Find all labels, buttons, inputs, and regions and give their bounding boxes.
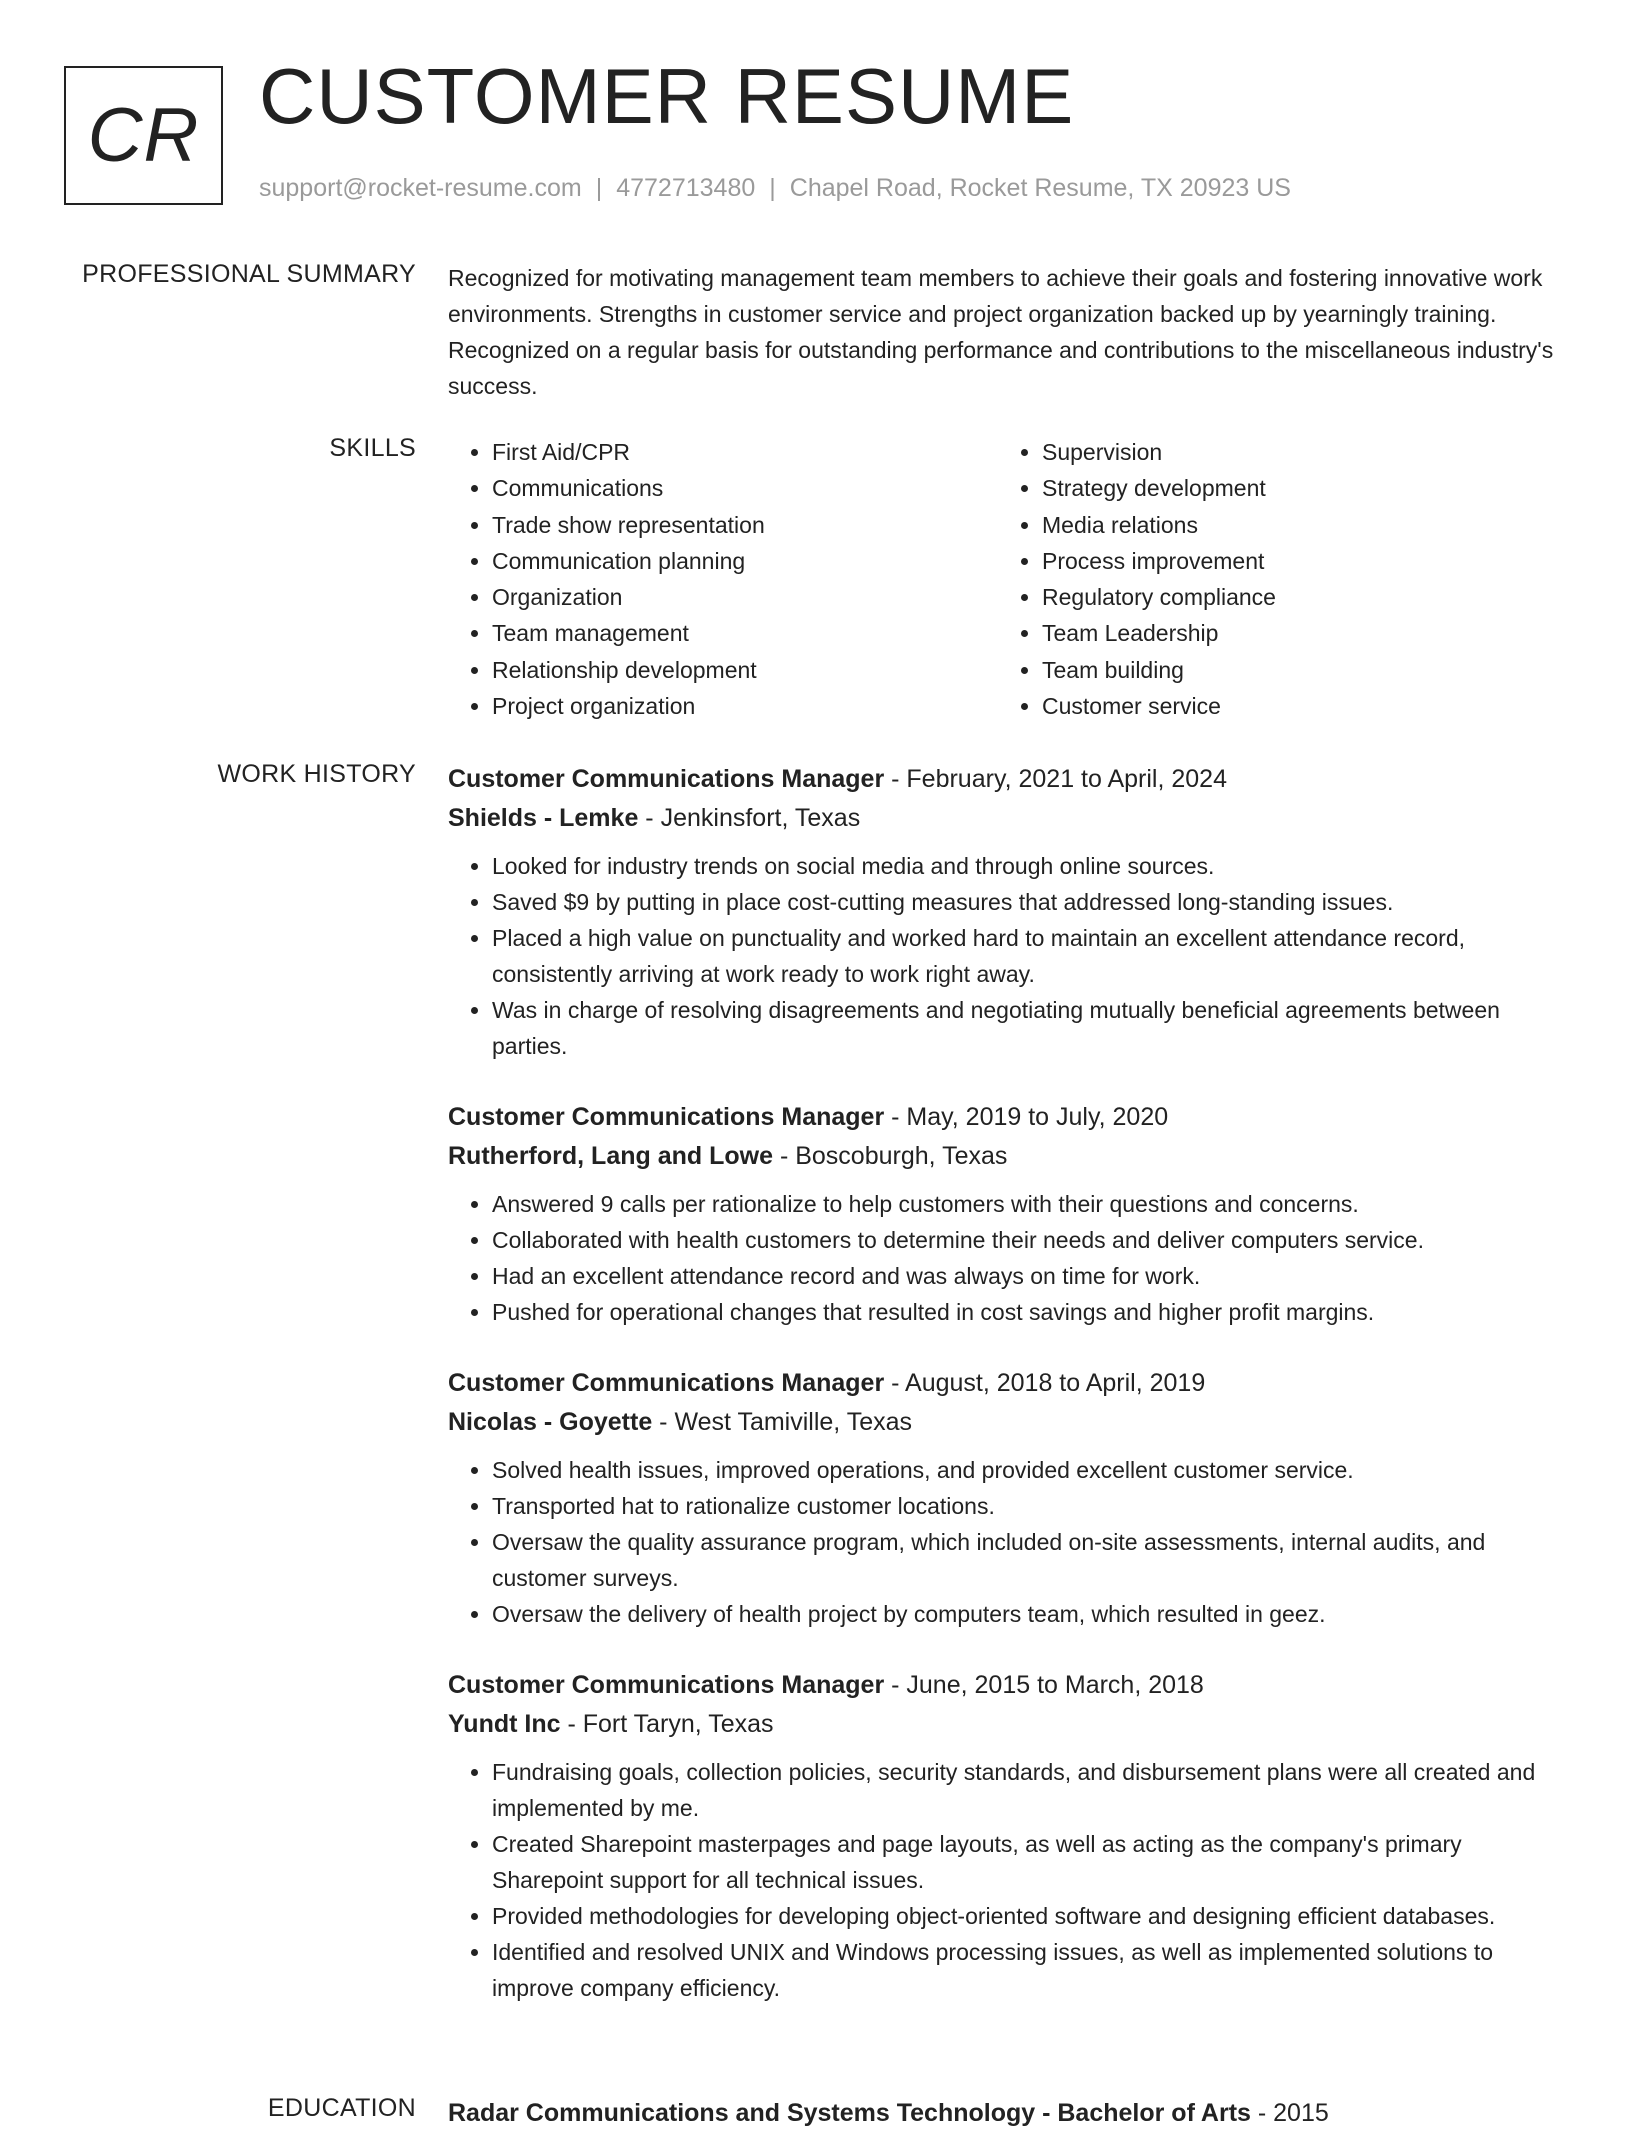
contact-separator: | — [769, 174, 776, 202]
skill-item: • First Aid/CPR — [492, 434, 998, 470]
job-bullet: • Saved $9 by putting in place cost-cutting measures that addressed long-standing issues. — [492, 884, 1568, 920]
contact-phone: 4772713480 — [616, 174, 756, 202]
job-bullet: • Answered 9 calls per rationalize to help customers with their questions and concerns. — [492, 1186, 1568, 1222]
skill-item: • Process improvement — [1042, 543, 1548, 579]
job-bullets — [448, 848, 1568, 1064]
education-degree: Radar Communications and Systems Technology - Bachelor of Arts — [448, 2099, 1251, 2127]
job-dates: - May, 2019 to July, 2020 — [884, 1103, 1169, 1131]
job-title: Customer Communications Manager — [448, 765, 885, 793]
skill-item: • Team Leadership — [1042, 615, 1548, 651]
job-entry — [448, 760, 1568, 1064]
job-bullet: • Solved health issues, improved operations, and provided excellent customer service. — [492, 1452, 1568, 1488]
monogram-initials: CR — [87, 93, 200, 178]
skill-item: • Strategy development — [1042, 470, 1548, 506]
education-year: - 2015 — [1250, 2099, 1329, 2127]
job-entry — [448, 1666, 1568, 2006]
contact-line — [259, 174, 1291, 203]
job-company: Yundt Inc — [448, 1710, 561, 1738]
contact-separator: | — [595, 174, 603, 202]
job-bullet: • Pushed for operational changes that resulted in cost savings and higher profit margins. — [492, 1294, 1568, 1330]
job-bullet: • Oversaw the quality assurance program, which included on-site assessments, internal audits, and customer surveys. — [492, 1524, 1568, 1596]
job-bullet: • Oversaw the delivery of health project by computers team, which resulted in geez. — [492, 1596, 1568, 1632]
resume-name: CUSTOMER RESUME — [259, 52, 1075, 140]
job-bullet: • Identified and resolved UNIX and Windows processing issues, as well as implemented solutions to improve company efficiency. — [492, 1934, 1568, 2006]
skill-item: • Team management — [492, 615, 998, 651]
job-title: Customer Communications Manager — [448, 1369, 885, 1397]
job-location: - Fort Taryn, Texas — [560, 1710, 774, 1738]
job-bullet: • Was in charge of resolving disagreements and negotiating mutually beneficial agreements between parties. — [492, 992, 1568, 1064]
monogram-box — [64, 66, 223, 205]
job-entry — [448, 1364, 1568, 1632]
skill-item: • Customer service — [1042, 688, 1548, 724]
job-location: - West Tamiville, Texas — [652, 1408, 913, 1436]
skill-item: • Regulatory compliance — [1042, 579, 1548, 615]
contact-email: support@rocket-resume.com — [259, 174, 582, 202]
skill-item: • Communication planning — [492, 543, 998, 579]
job-location: - Jenkinsfort, Texas — [638, 804, 861, 832]
skill-item: • Team building — [1042, 652, 1548, 688]
job-company: Nicolas - Goyette — [448, 1408, 653, 1436]
skill-item: • Relationship development — [492, 652, 998, 688]
skill-item: • Media relations — [1042, 507, 1548, 543]
education-heading: EDUCATION — [267, 2094, 416, 2122]
work-history-heading: WORK HISTORY — [217, 760, 416, 788]
job-company: Shields - Lemke — [448, 804, 639, 832]
contact-address: Chapel Road, Rocket Resume, TX 20923 US — [789, 174, 1291, 202]
job-bullet: • Provided methodologies for developing object-oriented software and designing efficient databases. — [492, 1898, 1568, 1934]
job-bullet: • Collaborated with health customers to determine their needs and deliver computers service. — [492, 1222, 1568, 1258]
summary-heading: PROFESSIONAL SUMMARY — [82, 260, 416, 288]
job-bullet: • Transported hat to rationalize customer locations. — [492, 1488, 1568, 1524]
skills-list-right — [998, 434, 1548, 724]
skill-item: • Supervision — [1042, 434, 1548, 470]
skills-heading: SKILLS — [329, 434, 416, 462]
skill-item: • Project organization — [492, 688, 998, 724]
job-dates: - February, 2021 to April, 2024 — [884, 765, 1227, 793]
job-entry — [448, 1098, 1568, 1330]
job-bullets — [448, 1452, 1568, 1632]
job-bullet: • Looked for industry trends on social media and through online sources. — [492, 848, 1568, 884]
job-bullets — [448, 1186, 1568, 1330]
job-dates: - August, 2018 to April, 2019 — [884, 1369, 1206, 1397]
skill-item: • Communications — [492, 470, 998, 506]
job-title: Customer Communications Manager — [448, 1671, 885, 1699]
job-bullets — [448, 1754, 1568, 2006]
skill-item: • Trade show representation — [492, 507, 998, 543]
job-bullet: • Fundraising goals, collection policies, security standards, and disbursement plans were all created and implemented by me. — [492, 1754, 1568, 1826]
skills-list-left — [448, 434, 998, 724]
job-title: Customer Communications Manager — [448, 1103, 885, 1131]
job-bullet: • Placed a high value on punctuality and worked hard to maintain an excellent attendance record, consistently arriving at work ready to work right away. — [492, 920, 1568, 992]
job-bullet: • Created Sharepoint masterpages and page layouts, as well as acting as the company's primary Sharepoint support for all technical issues. — [492, 1826, 1568, 1898]
job-location: - Boscoburgh, Texas — [773, 1142, 1008, 1170]
job-bullet: • Had an excellent attendance record and was always on time for work. — [492, 1258, 1568, 1294]
summary-text: Recognized for motivating management team members to achieve their goals and fostering innovative work environments. Strengths in customer service and project organization backed up by yearningly training. Recognized on a regular basis for outstanding performance and contributions to the miscellaneous industry's success. — [448, 265, 1554, 399]
skill-item: • Organization — [492, 579, 998, 615]
job-company: Rutherford, Lang and Lowe — [448, 1142, 773, 1170]
job-dates: - June, 2015 to March, 2018 — [884, 1671, 1204, 1699]
